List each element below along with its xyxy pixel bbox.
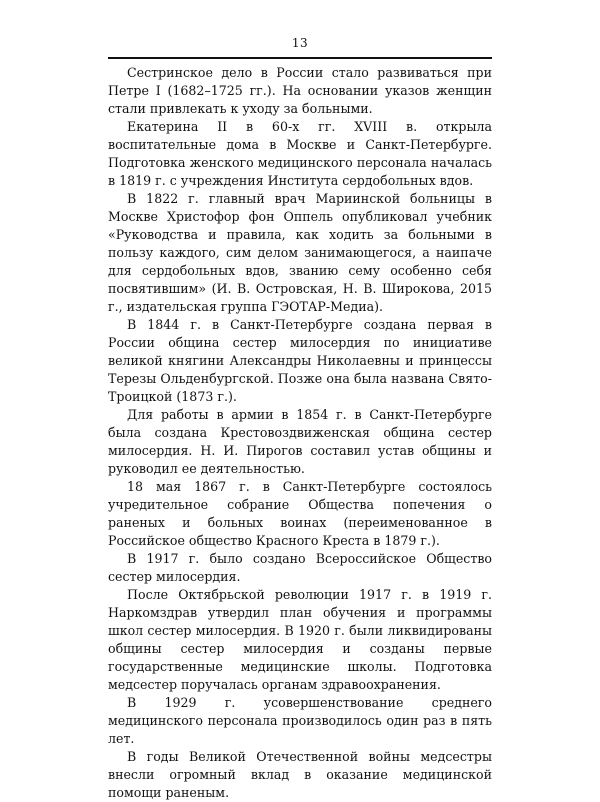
- paragraph-narkomzdrav: После Октябрьской революции 1917 г. в 1919 г. Наркомздрав утвердил план обучения и программы школ сестер милосердия. В 1920 г. были ликвидированы общины сестер милосердия и созданы первые государственные медицинские школы. Подготовка медсестер поручалась органам здравоохранения.: [108, 587, 492, 692]
- paragraph-holy-trinity-community: В 1844 г. в Санкт-Петербурге создана первая в России община сестер милосердия по инициативе великой княгини Александры Николаевны и принцессы Терезы Ольденбургской. Позже она была названа Свято-Троицкой (1873 г.).: [108, 317, 492, 404]
- header-rule: [108, 57, 492, 59]
- paragraph-great-patriotic-war: В годы Великой Отечественной войны медсестры внесли огромный вклад в оказание медицинской помощи раненым.: [108, 749, 492, 800]
- paragraph-red-cross-founding: 18 мая 1867 г. в Санкт-Петербурге состоялось учредительное собрание Общества попечения о раненых и больных воинах (переименованное в Российское общество Красного Креста в 1879 г.).: [108, 479, 492, 548]
- paragraph-all-russian-society: В 1917 г. было создано Всероссийское Общество сестер милосердия.: [108, 551, 492, 584]
- paragraph-exaltation-community: Для работы в армии в 1854 г. в Санкт-Петербурге была создана Крестовоздвиженская община сестер милосердия. Н. И. Пирогов составил устав общины и руководил ее деятельностью.: [108, 407, 492, 476]
- paragraph-1929-training: В 1929 г. усовершенствование среднего медицинского персонала производилось один раз в пять лет.: [108, 695, 492, 746]
- body-text: [108, 64, 492, 802]
- paragraph-peter-i: Сестринское дело в России стало развиваться при Петре I (1682–1725 гг.). На основании указов женщин стали привлекать к уходу за больными.: [108, 65, 492, 116]
- paragraph-oppel-textbook: В 1822 г. главный врач Мариинской больницы в Москве Христофор фон Оппель опубликовал учебник «Руководства и правила, как ходить за больными в пользу каждого, сим делом занимающегося, а наипаче для сердобольных вдов, званию сему особенно себя посвятившим» (И. В. Островская, Н. В. Широкова, 2015 г., издательская группа ГЭОТАР-Медиа).: [108, 191, 492, 314]
- page-number: 13: [291, 36, 309, 50]
- paragraph-catherine-ii: Екатерина II в 60-х гг. XVIII в. открыла воспитательные дома в Москве и Санкт-Петербурге. Подготовка женского медицинского персонала началась в 1819 г. с учреждения Института сердобольных вдов.: [108, 119, 492, 188]
